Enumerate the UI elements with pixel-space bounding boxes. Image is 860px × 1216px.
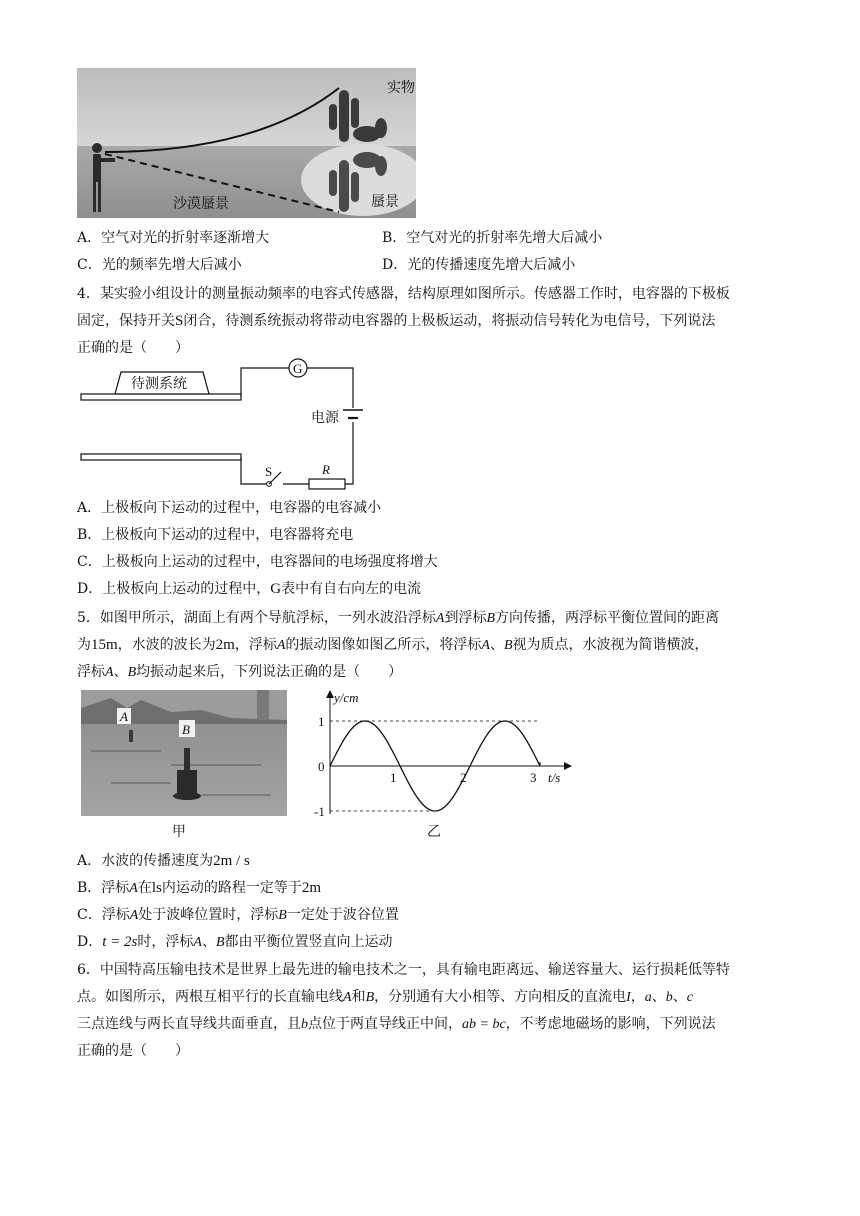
q5-option-b: B．浮标A在ls内运动的路程一定等于2m (77, 880, 322, 896)
q6-stem-line4: 正确的是（ ） (77, 1043, 189, 1059)
system-label: 待测系统 (131, 377, 187, 392)
x-axis-label: t/s (548, 770, 561, 785)
buoy-a (129, 730, 133, 742)
buoy-b-label: B (182, 722, 190, 737)
x-tick-label: 0 (318, 759, 325, 774)
source-label: 电源 (311, 411, 339, 426)
q5-option-a: A．水波的传播速度为2m / s (77, 853, 250, 869)
buoy-photo (81, 690, 287, 816)
x-tick-label: 1 (390, 770, 397, 785)
q4-stem-line2: 固定，保持开关S闭合，待测系统振动将带动电容器的上极板运动，将振动信号转化为电信号，下列说法 (77, 313, 716, 329)
y-tick-label: -1 (314, 804, 325, 819)
resistor (309, 479, 345, 489)
q4-option-c: C．上极板向上运动的过程中，电容器间的电场强度将增大 (77, 554, 438, 570)
photo-caption-jia: 甲 (172, 824, 186, 840)
vibration-graph (300, 688, 580, 822)
capacitor-sensor-circuit (77, 352, 377, 492)
x-tick-label: 3 (530, 770, 537, 785)
q5-option-c: C．浮标A处于波峰位置时，浮标B一定处于波谷位置 (77, 907, 399, 923)
resistor-label: R (322, 462, 330, 477)
q6-stem-line2: 点。如图所示，两根互相平行的长直输电线A和B，分别通有大小相等、方向相反的直流电I，a、b、c (77, 989, 694, 1005)
q5-option-d: D．t = 2s时，浮标A、B都由平衡位置竖直向上运动 (77, 934, 393, 950)
q6-stem-line3: 三点连线与两长直导线共面垂直，且b点位于两直导线正中间，ab = bc，不考虑地磁场的影响，下列说法 (77, 1016, 716, 1032)
q3-option-b: B．空气对光的折射率先增大后减小 (382, 230, 603, 246)
y-axis-label: y/cm (334, 690, 359, 705)
label-desert-mirage: 沙漠蜃景 (173, 197, 229, 212)
chart-caption-yi: 乙 (427, 824, 441, 840)
galvanometer-label: G (293, 361, 303, 376)
q3-option-c: C．光的频率先增大后减小 (77, 257, 242, 273)
q4-stem-line1: 4．某实验小组设计的测量振动频率的电容式传感器，结构原理如图所示。传感器工作时，电容器的下极板 (77, 286, 730, 302)
label-mirage: 蜃景 (371, 195, 399, 210)
q5-stem-line3: 浮标A、B均振动起来后，下列说法正确的是（ ） (77, 664, 403, 680)
q4-option-b: B．上极板向下运动的过程中，电容器将充电 (77, 527, 354, 543)
q3-option-d: D．光的传播速度先增大后减小 (382, 257, 576, 273)
q6-stem-line1: 6．中国特高压输电技术是世界上最先进的输电技术之一，具有输电距离远、输送容量大、运行损耗低等特 (77, 962, 730, 978)
q5-stem-line1: 5．如图甲所示，湖面上有两个导航浮标，一列水波沿浮标A到浮标B方向传播，两浮标平衡位置间的距离 (77, 610, 720, 626)
q4-option-a: A．上极板向下运动的过程中，电容器的电容减小 (77, 500, 382, 516)
q4-stem-line3: 正确的是（ ） (77, 340, 189, 356)
mirage-figure (77, 68, 416, 218)
q5-stem-line2: 为15m，水波的波长为2m，浮标A的振动图像如图乙所示，将浮标A、B视为质点，水波视为简谐横波， (77, 637, 709, 653)
label-object: 实物 (387, 81, 415, 96)
buoy-a-label: A (120, 709, 128, 724)
q4-option-d: D．上极板向上运动的过程中，G表中有自右向左的电流 (77, 581, 422, 597)
y-tick-label: 1 (318, 714, 325, 729)
lower-plate (81, 454, 241, 460)
q3-option-a: A．空气对光的折射率逐渐增大 (77, 230, 270, 246)
x-tick-label: 2 (460, 770, 467, 785)
upper-plate (81, 394, 241, 400)
switch-label: S (265, 464, 273, 479)
